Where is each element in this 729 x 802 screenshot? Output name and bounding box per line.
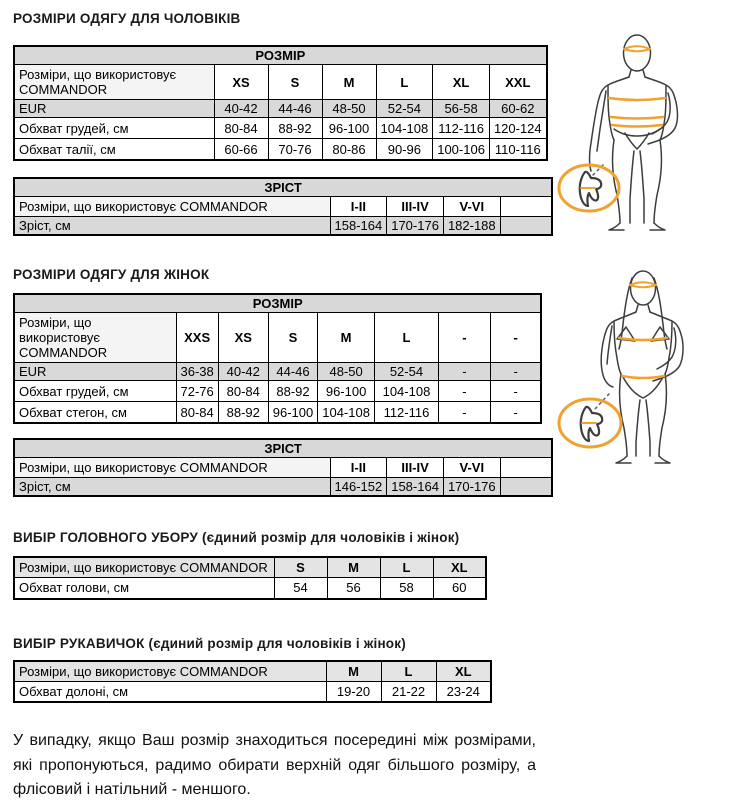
value-cell: 112-116 bbox=[374, 402, 438, 423]
span-header-cell: ЗРІСТ bbox=[14, 178, 552, 197]
value-cell: 110-116 bbox=[489, 139, 546, 160]
row-label-cell: Розміри, що використовує COMMANDOR bbox=[14, 557, 274, 578]
row-label-cell: Обхват голови, см bbox=[14, 578, 274, 599]
value-cell: M bbox=[322, 65, 376, 100]
row-label-cell: Розміри, що використовує COMMANDOR bbox=[14, 65, 214, 100]
value-cell: - bbox=[438, 402, 490, 423]
value-cell: S bbox=[274, 557, 327, 578]
value-cell: 120-124 bbox=[489, 118, 546, 139]
chest-measure-line bbox=[609, 98, 665, 100]
women-clothing-heading: РОЗМІРИ ОДЯГУ ДЛЯ ЖІНОК bbox=[13, 267, 210, 283]
value-cell: 60-66 bbox=[214, 139, 268, 160]
value-cell: 48-50 bbox=[318, 363, 375, 381]
value-cell: XL bbox=[436, 661, 491, 682]
value-cell: XS bbox=[214, 65, 268, 100]
row-label-cell: Розміри, що використовує COMMANDOR bbox=[14, 313, 176, 363]
value-cell: 88-92 bbox=[268, 118, 322, 139]
table-row bbox=[14, 578, 486, 599]
table-row bbox=[14, 661, 491, 682]
value-cell: 72-76 bbox=[176, 381, 218, 402]
value-cell: - bbox=[438, 313, 490, 363]
value-cell: I-II bbox=[330, 196, 387, 216]
value-cell: 104-108 bbox=[318, 402, 375, 423]
table-row bbox=[14, 402, 541, 423]
value-cell: L bbox=[376, 65, 433, 100]
value-cell: 80-84 bbox=[218, 381, 268, 402]
value-cell: 54 bbox=[274, 578, 327, 599]
men-height-table bbox=[13, 177, 553, 236]
value-cell: 70-76 bbox=[268, 139, 322, 160]
value-cell: 21-22 bbox=[381, 681, 436, 702]
value-cell: 88-92 bbox=[268, 381, 317, 402]
male-body-outline bbox=[590, 35, 678, 230]
value-cell: 90-96 bbox=[376, 139, 433, 160]
table-row bbox=[14, 118, 547, 139]
span-header-cell: РОЗМІР bbox=[14, 294, 541, 313]
table-row bbox=[14, 216, 552, 235]
table-row bbox=[14, 363, 541, 381]
table-span-header bbox=[14, 439, 552, 458]
value-cell: 146-152 bbox=[330, 478, 387, 497]
value-cell: 80-86 bbox=[322, 139, 376, 160]
head-measure-line-lower bbox=[624, 49, 650, 51]
table-span-header bbox=[14, 294, 541, 313]
value-cell: M bbox=[326, 661, 381, 682]
row-label-cell: Обхват талії, см bbox=[14, 139, 214, 160]
value-cell: 182-188 bbox=[443, 216, 500, 235]
table-row bbox=[14, 196, 552, 216]
value-cell: 96-100 bbox=[268, 402, 317, 423]
row-label-cell: Обхват грудей, см bbox=[14, 118, 214, 139]
head-measure-line bbox=[630, 282, 656, 285]
value-cell: 48-50 bbox=[322, 100, 376, 118]
women-size-table bbox=[13, 293, 542, 424]
value-cell: 40-42 bbox=[214, 100, 268, 118]
value-cell: 23-24 bbox=[436, 681, 491, 702]
sizing-advice-note: У випадку, якщо Ваш розмір знаходиться посередині між розмірами, які пропонуються, радимо обирати верхній одяг більшого розміру, а флісовий і натільний - меншого. bbox=[13, 732, 536, 798]
value-cell: - bbox=[490, 363, 541, 381]
table-span-header bbox=[14, 46, 547, 65]
head-measure-line-lower bbox=[630, 285, 656, 287]
table-row bbox=[14, 100, 547, 118]
value-cell: 104-108 bbox=[376, 118, 433, 139]
headwear-size-table bbox=[13, 556, 487, 600]
men-size-table bbox=[13, 45, 548, 161]
value-cell: 112-116 bbox=[433, 118, 490, 139]
value-cell: 58 bbox=[380, 578, 433, 599]
table-row bbox=[14, 65, 547, 100]
value-cell: - bbox=[438, 363, 490, 381]
value-cell: - bbox=[438, 381, 490, 402]
value-cell: 60-62 bbox=[489, 100, 546, 118]
row-label-cell: Зріст, см bbox=[14, 216, 330, 235]
value-cell: 170-176 bbox=[387, 216, 444, 235]
value-cell: 44-46 bbox=[268, 363, 317, 381]
value-cell: XL bbox=[433, 557, 486, 578]
waist-measure-line bbox=[611, 117, 663, 119]
value-cell: L bbox=[380, 557, 433, 578]
value-cell: L bbox=[374, 313, 438, 363]
row-label-cell: Зріст, см bbox=[14, 478, 330, 497]
value-cell: III-IV bbox=[387, 458, 444, 478]
value-cell: - bbox=[490, 402, 541, 423]
value-cell: XS bbox=[218, 313, 268, 363]
value-cell: S bbox=[268, 313, 317, 363]
row-label-cell: Обхват долоні, см bbox=[14, 681, 326, 702]
female-figure-illustration bbox=[545, 258, 729, 498]
female-hand-detail bbox=[559, 394, 621, 447]
value-cell: 80-84 bbox=[176, 402, 218, 423]
hip-measure-line bbox=[612, 125, 662, 127]
value-cell: V-VI bbox=[443, 196, 500, 216]
value-cell: XXL bbox=[489, 65, 546, 100]
hip-measure-line bbox=[622, 376, 664, 378]
men-clothing-heading: РОЗМІРИ ОДЯГУ ДЛЯ ЧОЛОВІКІВ bbox=[13, 11, 241, 26]
row-label-cell: EUR bbox=[14, 100, 214, 118]
row-label-cell: EUR bbox=[14, 363, 176, 381]
span-header-cell: РОЗМІР bbox=[14, 46, 547, 65]
table-row bbox=[14, 557, 486, 578]
value-cell: - bbox=[490, 381, 541, 402]
head-measure-line bbox=[624, 46, 650, 49]
value-cell: III-IV bbox=[387, 196, 444, 216]
male-measurement-lines bbox=[609, 46, 665, 126]
value-cell: 96-100 bbox=[322, 118, 376, 139]
value-cell: XL bbox=[433, 65, 490, 100]
table-row bbox=[14, 313, 541, 363]
value-cell: I-II bbox=[330, 458, 387, 478]
value-cell: M bbox=[318, 313, 375, 363]
value-cell: 52-54 bbox=[376, 100, 433, 118]
value-cell: 170-176 bbox=[443, 478, 500, 497]
value-cell: 80-84 bbox=[214, 118, 268, 139]
value-cell: 52-54 bbox=[374, 363, 438, 381]
row-label-cell: Обхват стегон, см bbox=[14, 402, 176, 423]
value-cell: 19-20 bbox=[326, 681, 381, 702]
value-cell: 36-38 bbox=[176, 363, 218, 381]
value-cell: V-VI bbox=[443, 458, 500, 478]
value-cell: 56 bbox=[327, 578, 380, 599]
gloves-heading: ВИБІР РУКАВИЧОК (єдиний розмір для чоловіків і жінок) bbox=[13, 635, 406, 651]
male-figure-illustration bbox=[545, 25, 729, 255]
female-measurement-lines bbox=[619, 282, 667, 378]
table-row bbox=[14, 681, 491, 702]
table-row bbox=[14, 381, 541, 402]
value-cell: XXS bbox=[176, 313, 218, 363]
value-cell: 104-108 bbox=[374, 381, 438, 402]
value-cell: 96-100 bbox=[318, 381, 375, 402]
women-height-table bbox=[13, 438, 553, 497]
value-cell: 158-164 bbox=[330, 216, 387, 235]
value-cell: M bbox=[327, 557, 380, 578]
table-span-header bbox=[14, 178, 552, 197]
row-label-cell: Розміри, що використовує COMMANDOR bbox=[14, 661, 326, 682]
headwear-heading: ВИБІР ГОЛОВНОГО УБОРУ (єдиний розмір для чоловіків і жінок) bbox=[13, 530, 460, 546]
bust-measure-line bbox=[619, 338, 667, 340]
row-label-cell: Розміри, що використовує COMMANDOR bbox=[14, 458, 330, 478]
value-cell: - bbox=[490, 313, 541, 363]
table-row bbox=[14, 478, 552, 497]
gloves-size-table bbox=[13, 660, 492, 704]
value-cell: 60 bbox=[433, 578, 486, 599]
male-hand-detail bbox=[559, 165, 619, 211]
value-cell: L bbox=[381, 661, 436, 682]
span-header-cell: ЗРІСТ bbox=[14, 439, 552, 458]
value-cell: 100-106 bbox=[433, 139, 490, 160]
value-cell: 158-164 bbox=[387, 478, 444, 497]
value-cell: S bbox=[268, 65, 322, 100]
female-body-outline bbox=[601, 271, 683, 463]
value-cell: 56-58 bbox=[433, 100, 490, 118]
row-label-cell: Розміри, що використовує COMMANDOR bbox=[14, 196, 330, 216]
value-cell: 44-46 bbox=[268, 100, 322, 118]
table-row bbox=[14, 139, 547, 160]
table-row bbox=[14, 458, 552, 478]
value-cell: 88-92 bbox=[218, 402, 268, 423]
row-label-cell: Обхват грудей, см bbox=[14, 381, 176, 402]
value-cell: 40-42 bbox=[218, 363, 268, 381]
